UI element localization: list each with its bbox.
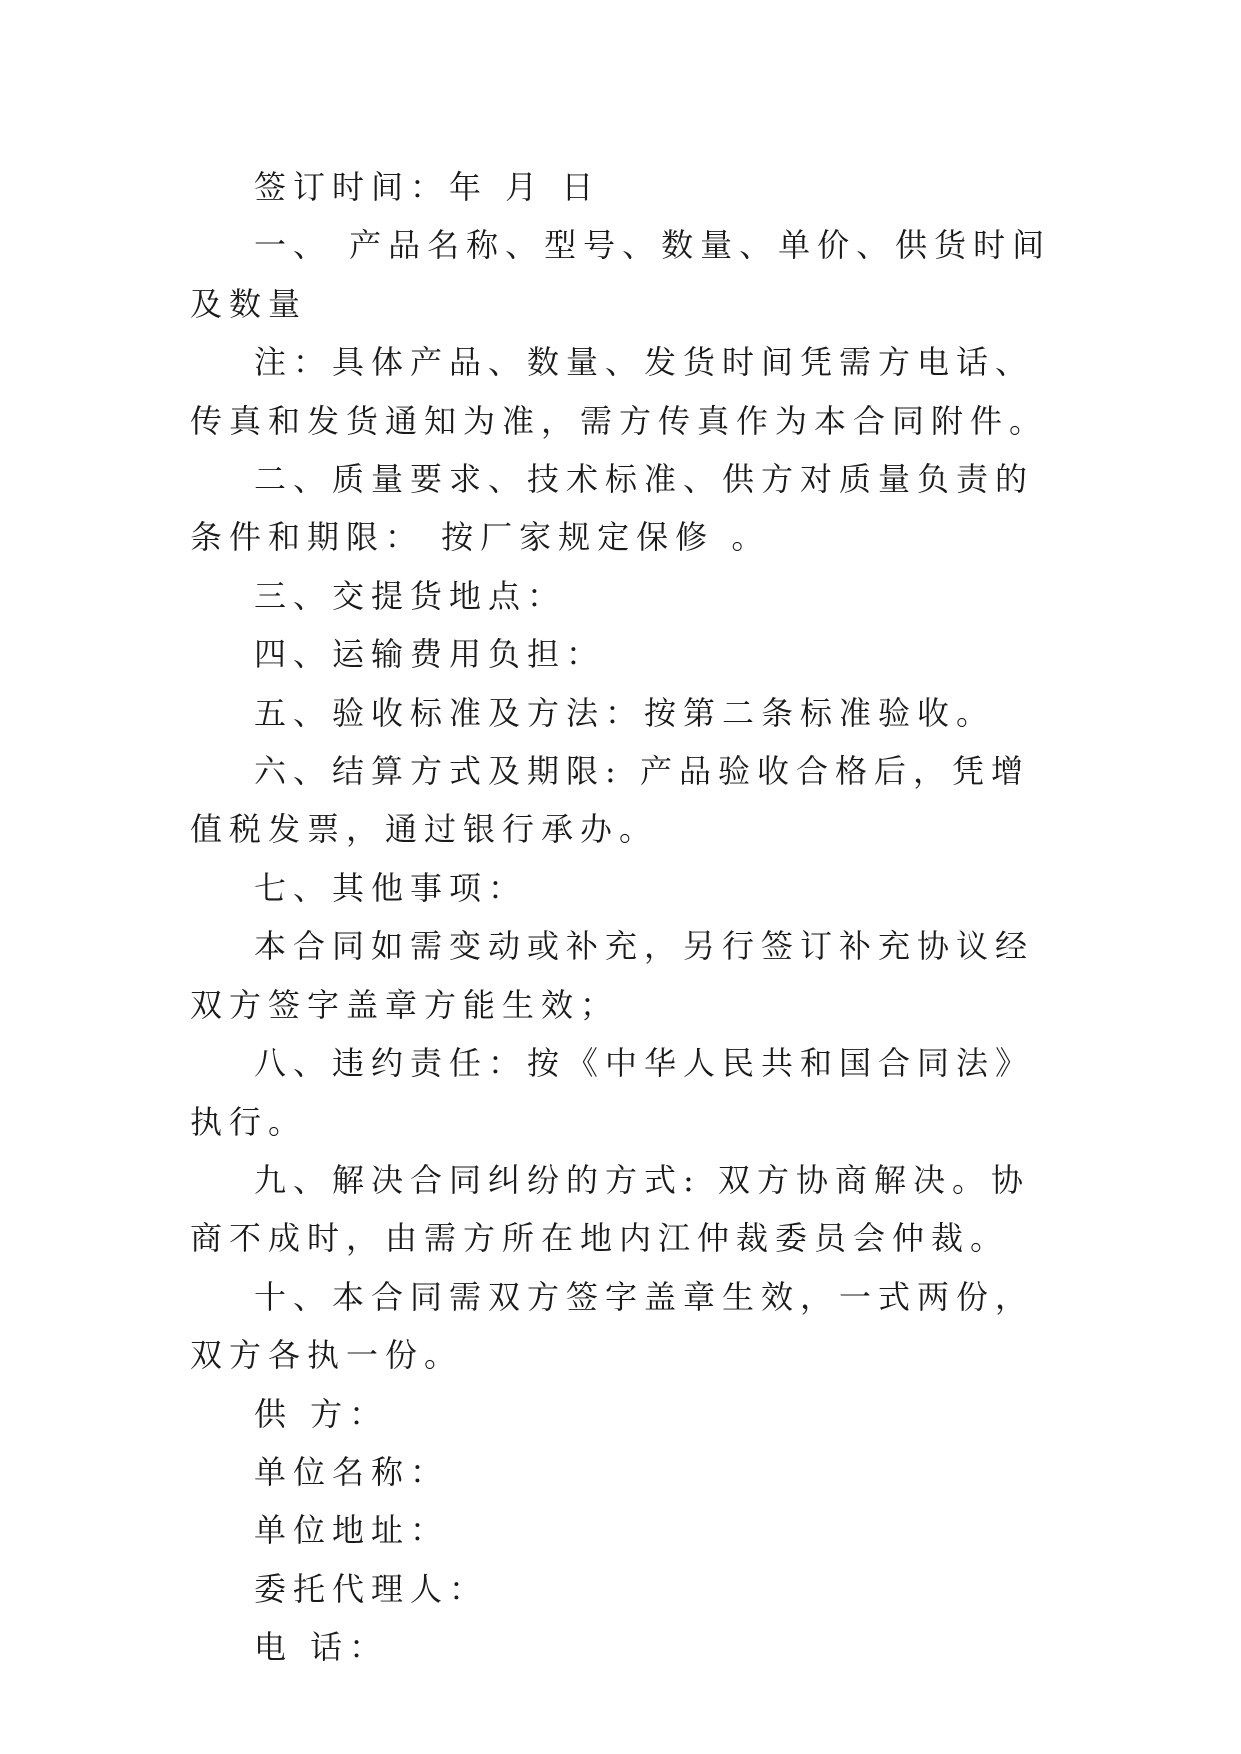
phone-field: 电 话： (254, 1628, 389, 1667)
clause-2: 二、质量要求、技术标准、供方对质量负责的条件和期限： 按厂家规定保修 。 (190, 460, 1035, 557)
clause-1-heading: 一、 产品名称、型号、数量、单价、供货时间及数量 (190, 226, 1052, 323)
supplier-label: 供 方： (254, 1394, 389, 1433)
company-name-field: 单位名称： (254, 1452, 450, 1491)
clause-5: 五、验收标准及方法：按第二条标准验收。 (254, 693, 996, 732)
clause-10: 十、本合同需双方签字盖章生效，一式两份，双方各执一份。 (190, 1277, 1035, 1375)
clause-1-note: 注：具体产品、数量、发货时间凭需方电话、传真和发货通知为准，需方传真作为本合同附件。 (190, 343, 1049, 440)
company-address-field: 单位地址： (254, 1511, 450, 1550)
clause-9: 九、解决合同纠纷的方式: 双方协商解决。协商不成时，由需方所在地内江仲裁委员会仲裁。 (190, 1160, 1030, 1258)
clause-8: 八、违约责任：按《中华人民共和国合同法》执行。 (190, 1044, 1035, 1141)
document-body (190, 158, 1052, 1677)
clause-7-body: 本合同如需变动或补充，另行签订补充协议经双方签字盖章方能生效； (190, 927, 1035, 1024)
clause-3: 三、交提货地点： (254, 576, 567, 615)
signing-date-line: 签订时间：年 月 日 (254, 168, 601, 206)
clause-6: 六、结算方式及期限: 产品验收合格后，凭增值税发票，通过银行承办。 (190, 752, 1030, 849)
clause-4: 四、运输费用负担： (254, 635, 606, 674)
clause-7-heading: 七、其他事项： (254, 868, 528, 907)
authorized-agent-field: 委托代理人： (254, 1569, 489, 1608)
